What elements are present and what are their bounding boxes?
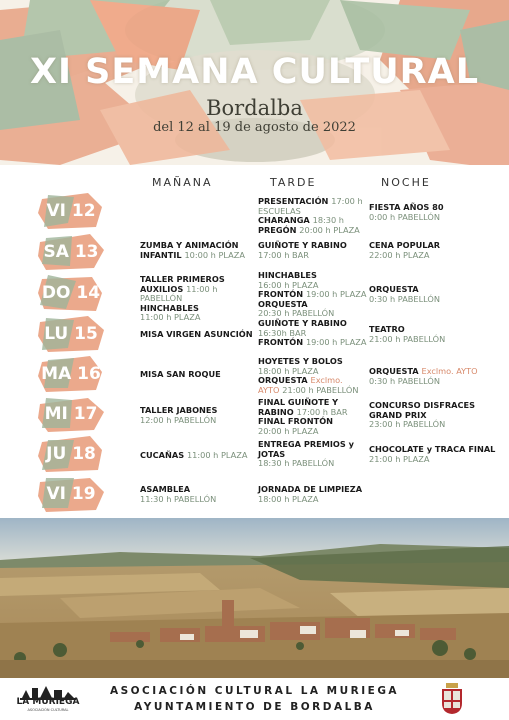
event-tarde: GUIÑOTE Y RABINO 17:00 h BAR bbox=[258, 240, 347, 260]
event-noche: ORQUESTA 0:30 h PABELLÓN bbox=[369, 284, 440, 304]
event-noche: CHOCOLATE y TRACA FINAL 21:00 h PLAZA bbox=[369, 444, 496, 464]
event-tarde: JORNADA DE LIMPIEZA 18:00 h PLAZA bbox=[258, 484, 363, 504]
event-tarde: FINAL GUIÑOTE Y RABINO 17:00 h BAR FINAL FRONTÓN 20:00 h PLAZA bbox=[258, 397, 348, 436]
day-label: JU 18 bbox=[38, 436, 104, 472]
column-header-noche: NOCHE bbox=[381, 176, 431, 189]
event-noche: CENA POPULAR 22:00 h PLAZA bbox=[369, 240, 441, 260]
village-landscape-image bbox=[0, 518, 509, 678]
organizer-association: ASOCIACIÓN CULTURAL LA MURIEGA bbox=[109, 685, 400, 697]
day-label: VI 19 bbox=[38, 476, 104, 512]
event-manana: CUCAÑAS 11:00 h PLAZA bbox=[140, 450, 248, 460]
event-tarde: HINCHABLES 16:00 h PLAZA FRONTÓN 19:00 h PLAZA ORQUESTA 20:30 h PABELLÓN bbox=[258, 270, 367, 319]
event-manana: ASAMBLEA 11:30 h PABELLÓN bbox=[140, 484, 217, 504]
event-tarde: ENTREGA PREMIOS y JOTAS 18:30 h PABELLÓN bbox=[258, 439, 354, 469]
event-manana: MISA SAN ROQUE bbox=[140, 369, 221, 379]
event-manana: ZUMBA Y ANIMACIÓN INFANTIL 10:00 h PLAZA bbox=[140, 240, 245, 260]
day-label: SA 13 bbox=[38, 234, 104, 270]
event-noche: FIESTA AÑOS 80 0:00 h PABELLÓN bbox=[369, 202, 444, 222]
event-manana: MISA VIRGEN ASUNCIÓN bbox=[140, 329, 253, 339]
event-tarde: HOYETES Y BOLOS 18:00 h PLAZA ORQUESTA Exclmo. AYTO 21:00 h PABELLÓN bbox=[258, 356, 359, 395]
event-noche: CONCURSO DISFRACES GRAND PRIX 23:00 h PABELLÓN bbox=[369, 400, 475, 430]
header-banner bbox=[0, 0, 509, 175]
day-label: LU 15 bbox=[38, 316, 104, 352]
logo-subtitle: ASOCIACIÓN CULTURAL bbox=[27, 708, 69, 712]
coat-of-arms-icon bbox=[440, 683, 464, 715]
event-noche: TEATRO 21:00 h PABELLÓN bbox=[369, 324, 446, 344]
place-name: Bordalba bbox=[206, 96, 303, 120]
day-label: VI 12 bbox=[38, 193, 104, 229]
event-dates: del 12 al 19 de agosto de 2022 bbox=[153, 120, 356, 135]
day-label: DO 14 bbox=[38, 275, 104, 311]
event-manana: TALLER JABONES 12:00 h PABELLÓN bbox=[140, 405, 218, 425]
event-tarde: GUIÑOTE Y RABINO 16:30h BAR FRONTÓN 19:00 h PLAZA bbox=[258, 318, 367, 348]
day-label: MI 17 bbox=[38, 396, 104, 432]
day-label: MA 16 bbox=[38, 356, 104, 392]
logo-name: LA MURIEGA bbox=[16, 697, 80, 707]
event-tarde: PRESENTACIÓN 17:00 h ESCUELAS CHARANGA 18:30 h PREGÓN 20:00 h PLAZA bbox=[258, 196, 363, 235]
event-noche: ORQUESTA Exclmo. AYTO 0:30 h PABELLÓN bbox=[369, 366, 478, 386]
event-manana: TALLER PRIMEROS AUXILIOS 11:00 h PABELLÓN HINCHABLES 11:00 h PLAZA bbox=[140, 274, 225, 323]
column-header-manana: MAÑANA bbox=[152, 176, 213, 189]
page-title: XI SEMANA CULTURAL bbox=[29, 52, 480, 92]
organizer-council: AYUNTAMIENTO DE BORDALBA bbox=[134, 701, 375, 713]
column-header-tarde: TARDE bbox=[270, 176, 317, 189]
